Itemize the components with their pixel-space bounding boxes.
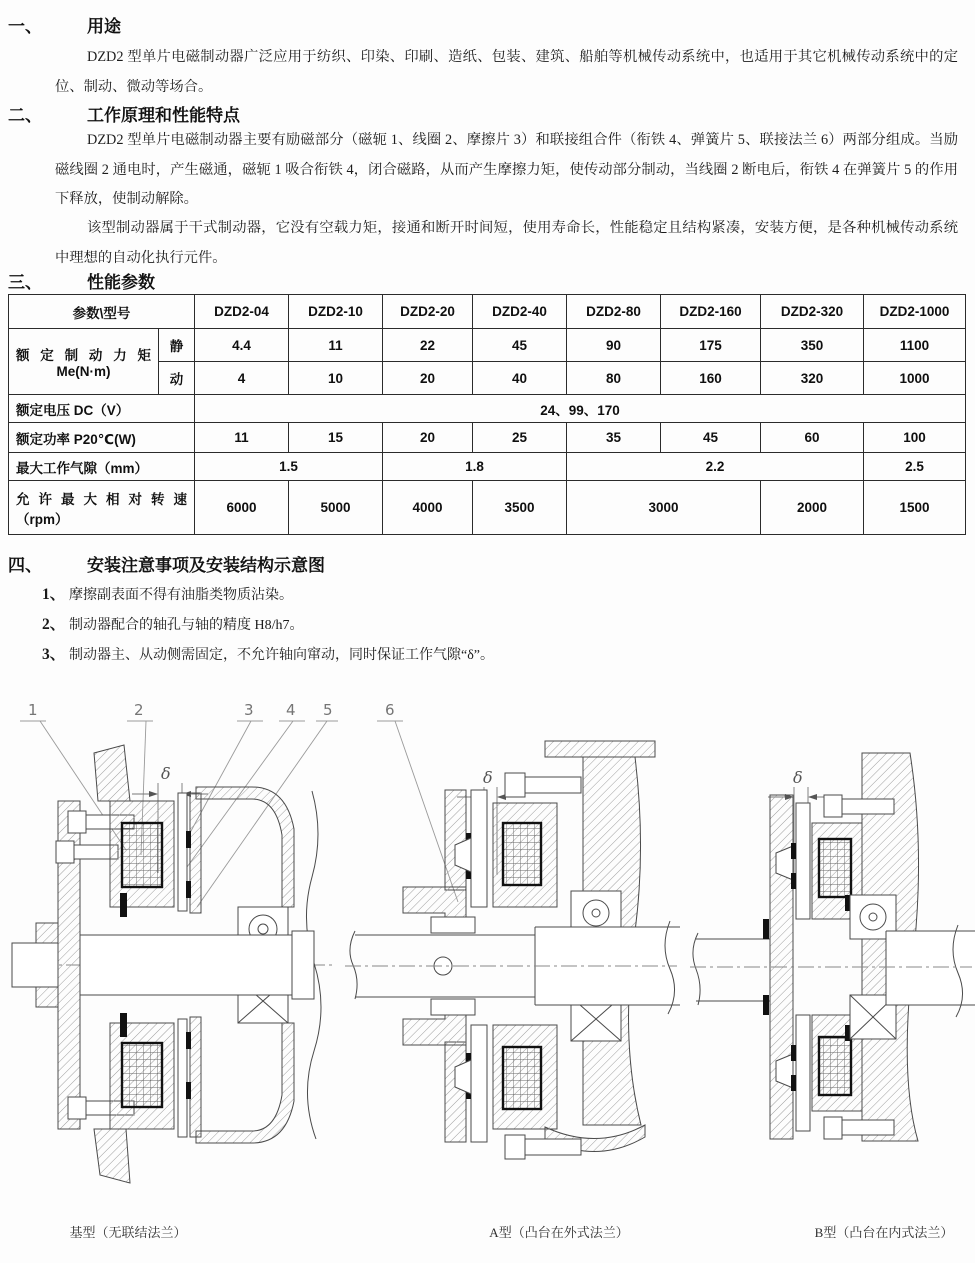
shaft [80,931,314,999]
model-header-cell: DZD2-10 [289,295,383,329]
callout-2: 2 [134,701,144,719]
section-2-heading [8,101,240,126]
section-title: 性能参数 [87,273,155,292]
callout-1: 1 [28,701,38,719]
coil [122,823,162,887]
coil [122,1043,162,1107]
table-cell: 22 [383,329,473,362]
output-shaft [535,921,680,1014]
figure-b-type [690,695,975,1195]
table-cell: 1.8 [383,453,567,481]
table-cell: 60 [761,423,864,453]
table-cell: 20 [383,362,473,395]
table-cell: 160 [661,362,761,395]
list-number: 2、 [42,616,66,633]
install-note-3 [42,642,942,664]
table-cell: 1.5 [195,453,383,481]
section-1-paragraph: DZD2 型单片电磁制动器广泛应用于纺织、印染、印刷、造纸、包装、建筑、船舶等机械传动系统中，也适用于其它机械传动系统中的定位、制动、微动等场合。 [55,49,958,95]
model-header-cell: DZD2-80 [567,295,661,329]
section-title: 用途 [87,17,121,36]
table-cell: 40 [473,362,567,395]
section-number: 三、 [8,273,42,292]
callout-3: 3 [244,701,254,719]
table-cell: 5000 [289,481,383,535]
section-number: 四、 [8,556,42,575]
row-label-cell: 参数\型号 [9,295,195,329]
table-cell: 10 [289,362,383,395]
section-4-heading [8,551,325,576]
table-cell: 2.5 [864,453,966,481]
table-cell: 80 [567,362,661,395]
table-cell: 6000 [195,481,289,535]
model-header-cell: DZD2-04 [195,295,289,329]
output-shaft [886,925,975,1017]
table-cell: 350 [761,329,864,362]
table-cell: 35 [567,423,661,453]
callout-6: 6 [385,701,395,719]
install-note-2 [42,612,942,634]
callout-4: 4 [286,701,296,719]
list-text: 摩擦副表面不得有油脂类物质沾染。 [69,588,293,603]
model-header-cell: DZD2-160 [661,295,761,329]
callout-5: 5 [323,701,333,719]
figure-a-type [345,695,680,1195]
table-cell: 4 [195,362,289,395]
section-2-paragraph-2: 该型制动器属于干式制动器，它没有空载力矩，接通和断开时间短，使用寿命长，性能稳定且结构紧凑，安装方便，是各种机械传动系统中理想的自动化执行元件。 [55,220,958,266]
spec-table [8,294,966,535]
coil [503,1047,541,1109]
shaft [693,933,770,1005]
section-title: 工作原理和性能特点 [87,106,240,125]
table-cell: 4.4 [195,329,289,362]
table-cell: 175 [661,329,761,362]
table-cell: 4000 [383,481,473,535]
table-cell: 1000 [864,362,966,395]
figure-base-type [10,695,340,1195]
figure-caption-a: A型（凸台在外式法兰） [489,1225,629,1240]
table-cell: 20 [383,423,473,453]
delta-symbol: δ [793,768,803,787]
delta-symbol: δ [483,768,493,787]
table-cell: 1100 [864,329,966,362]
shaft [350,931,535,999]
list-text: 制动器配合的轴孔与轴的精度 H8/h7。 [69,618,304,633]
install-note-1 [42,582,942,604]
table-cell: 45 [473,329,567,362]
figure-caption-base: 基型（无联结法兰） [69,1225,187,1240]
list-number: 1、 [42,586,66,603]
section-1-heading [8,12,121,37]
table-cell: 90 [567,329,661,362]
table-cell: 2000 [761,481,864,535]
table-cell: 动 [159,362,195,395]
figure-caption-b: B型（凸台在内式法兰） [814,1225,954,1240]
table-cell: 100 [864,423,966,453]
coil [503,823,541,885]
model-header-cell: DZD2-320 [761,295,864,329]
table-cell: 2.2 [567,453,864,481]
table-cell: 1500 [864,481,966,535]
table-cell: 15 [289,423,383,453]
table-cell: 320 [761,362,864,395]
row-label-cell: 允许最大相对转速 （rpm） [9,481,195,535]
list-text: 制动器主、从动侧需固定，不允许轴向窜动，同时保证工作气隙“δ”。 [69,648,495,663]
table-cell: 11 [195,423,289,453]
spec-table-body [9,295,966,535]
table-cell: 3000 [567,481,761,535]
section-2-paragraph-1: DZD2 型单片电磁制动器主要有励磁部分（磁轭 1、线圈 2、摩擦片 3）和联接组合件（衔铁 4、弹簧片 5、联接法兰 6）两部分组成。当励磁线圈 2 通电时，产生磁通，磁轭 1 吸合衔铁 4，闭合磁路，从而产生摩擦力矩，使传动部分制动，当线圈 2 断电后，衔铁 4 在弹簧片 5 的作用下释放，使制动解除。 [55,132,958,207]
list-number: 3、 [42,646,66,663]
section-title: 安装注意事项及安装结构示意图 [87,556,325,575]
model-header-cell: DZD2-20 [383,295,473,329]
row-label-cell: 额定电压 DC（V） [9,395,195,423]
coil [819,1037,851,1095]
model-header-cell: DZD2-40 [473,295,567,329]
table-cell: 3500 [473,481,567,535]
section-number: 二、 [8,106,42,125]
table-cell: 25 [473,423,567,453]
table-cell: 静 [159,329,195,362]
row-label-cell: 额定制动力矩 Me(N·m) [9,329,159,395]
coil [819,839,851,897]
table-cell: 11 [289,329,383,362]
table-cell: 45 [661,423,761,453]
delta-symbol: δ [161,764,171,783]
section-3-heading [8,268,155,293]
row-label-cell: 额定功率 P20℃(W) [9,423,195,453]
model-header-cell: DZD2-1000 [864,295,966,329]
table-cell: 24、99、170 [195,395,966,423]
row-label-cell: 最大工作气隙（mm） [9,453,195,481]
section-number: 一、 [8,17,42,36]
